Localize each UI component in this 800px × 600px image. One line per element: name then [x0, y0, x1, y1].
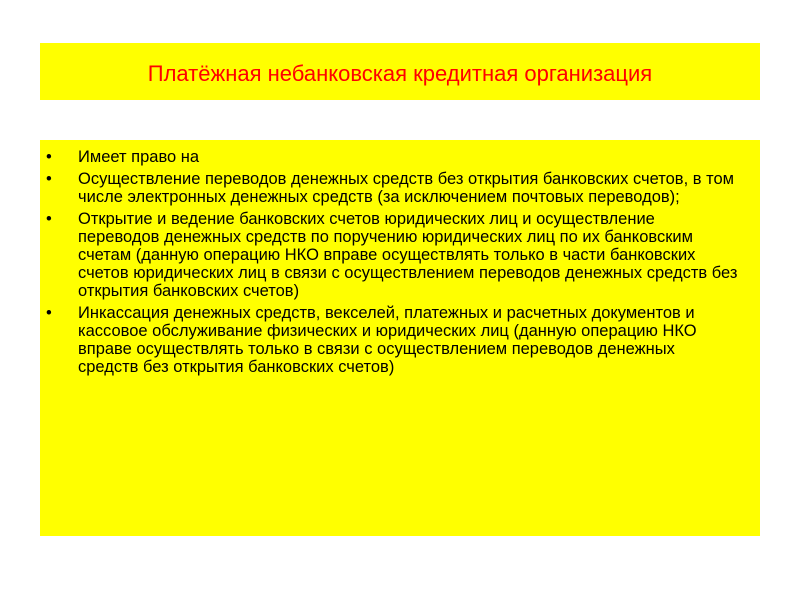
bullet-list — [40, 140, 760, 376]
bullet-icon: • — [46, 148, 52, 166]
bullet-item — [40, 210, 738, 300]
bullet-icon: • — [46, 170, 52, 188]
bullet-text: Инкассация денежных средств, векселей, платежных и расчетных документов и кассовое обслуживание физических и юридических лиц (данную операцию НКО вправе осуществлять только в связи с осуществлением переводов денежных средств без открытия банковских счетов) — [78, 304, 697, 376]
bullet-item — [40, 304, 738, 376]
bullet-text: Осуществление переводов денежных средств без открытия банковских счетов, в том числе электронных денежных средств (за исключением почтовых переводов); — [78, 170, 734, 206]
bullet-item — [40, 148, 738, 166]
bullet-icon: • — [46, 210, 52, 228]
title-box — [40, 43, 760, 100]
bullet-icon: • — [46, 304, 52, 322]
bullet-text: Открытие и ведение банковских счетов юридических лиц и осуществление переводов денежных средств по поручению юридических лиц по их банковским счетам (данную операцию НКО вправе осуществлять только в части банковских счетов юридических лиц в связи с осуществлением переводов денежных средств без открытия банковских счетов) — [78, 210, 738, 300]
bullet-text: Имеет право на — [78, 148, 200, 166]
slide-title: Платёжная небанковская кредитная организация — [147, 60, 653, 86]
bullet-item — [40, 170, 738, 206]
content-box — [40, 140, 760, 536]
